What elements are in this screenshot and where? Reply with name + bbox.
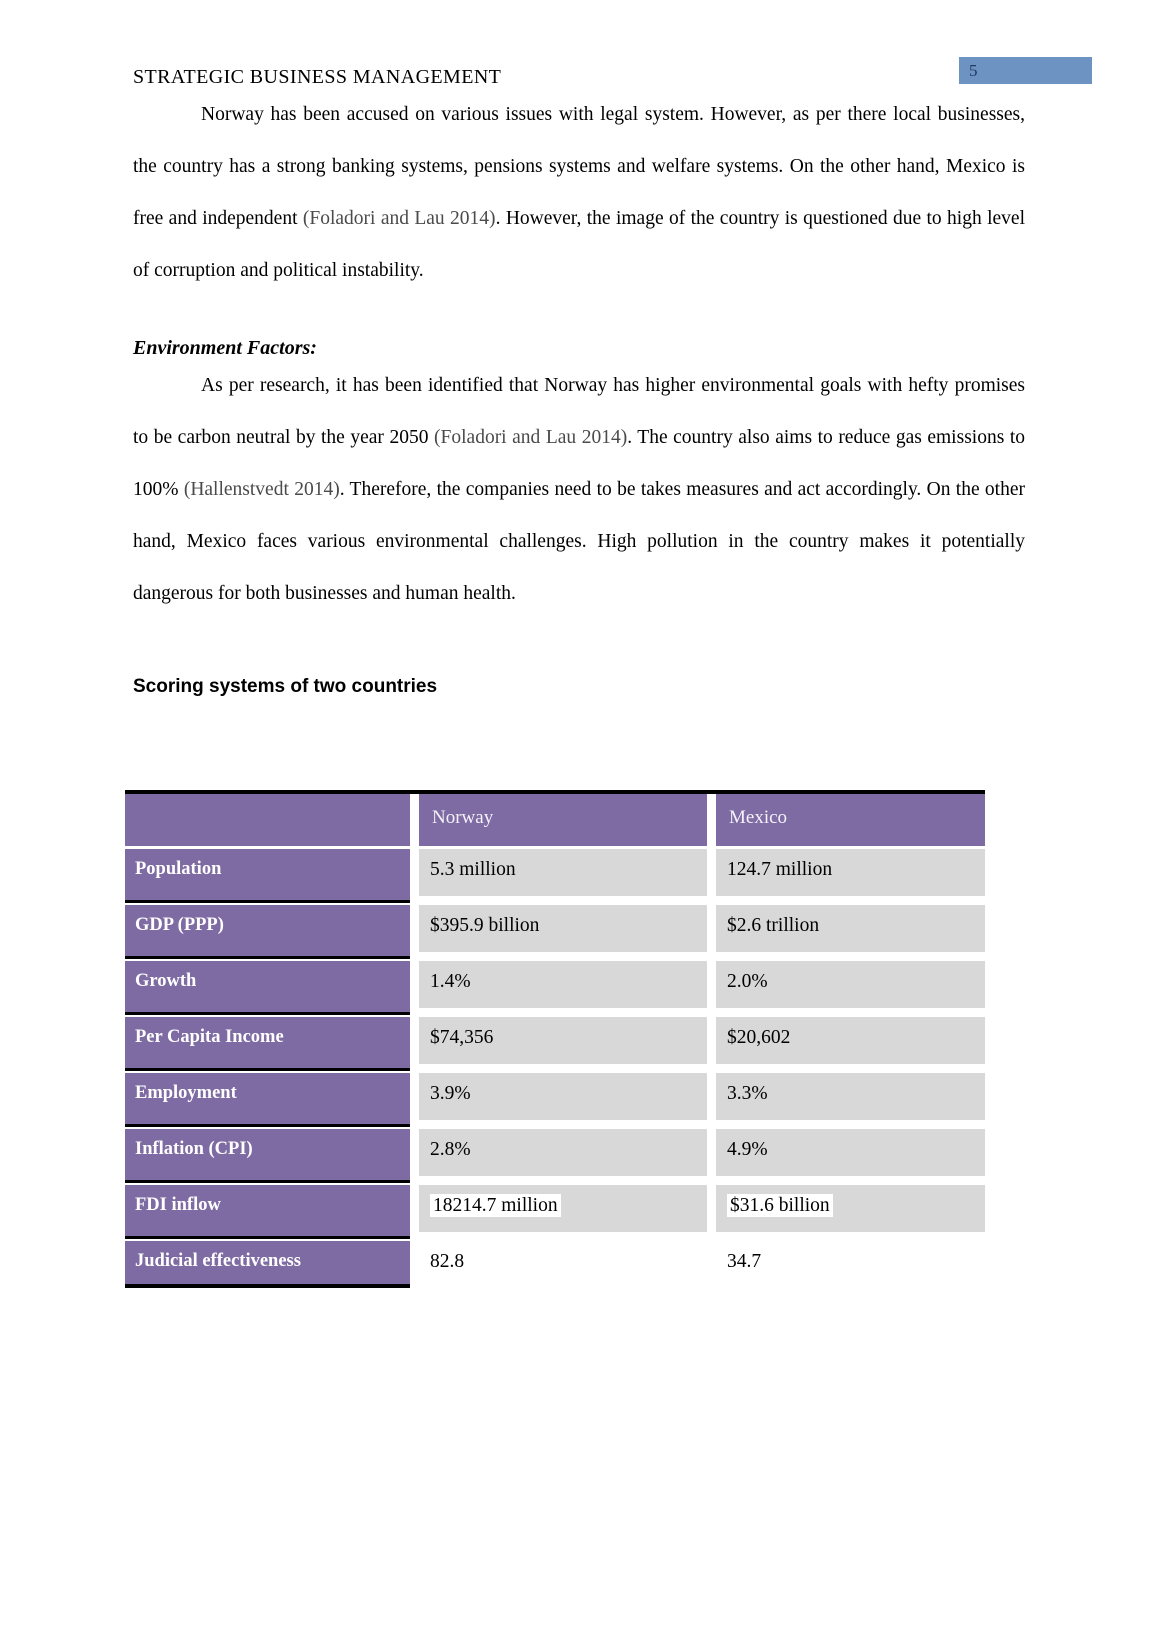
- table-header-row: [125, 794, 985, 846]
- mexico-value: 34.7: [727, 1251, 762, 1272]
- row-label: FDI inflow: [125, 1185, 410, 1239]
- row-label: Per Capita Income: [125, 1017, 410, 1071]
- paragraph-1-text: Norway has been accused on various issues with legal system. However, as per there local businesses, the country has a strong banking systems, pensions systems and welfare systems. On the other hand, Mexico is free and independent: [133, 104, 1025, 229]
- paragraph-2-text-mid: . The country also aims to reduce gas emissions to 100%: [133, 427, 1025, 500]
- scoring-systems-heading: Scoring systems of two countries: [133, 676, 438, 697]
- table-row-growth: [125, 961, 985, 1015]
- paragraph-1: [133, 89, 1025, 297]
- mexico-value: [716, 1185, 985, 1232]
- table-row-judicial-effectiveness: [125, 1241, 985, 1283]
- mexico-value: 4.9%: [716, 1129, 985, 1176]
- row-label: Inflation (CPI): [125, 1129, 410, 1183]
- column-header-norway: Norway: [419, 794, 707, 846]
- mexico-value: 3.3%: [716, 1073, 985, 1120]
- country-comparison-table: [125, 790, 985, 1283]
- citation-foladori-lau: (Foladori and Lau 2014): [302, 208, 496, 229]
- table-row-inflation: [125, 1129, 985, 1183]
- norway-value: [419, 1185, 707, 1232]
- row-label: Population: [125, 849, 410, 903]
- norway-value: $395.9 billion: [419, 905, 707, 952]
- table-row-employment: [125, 1073, 985, 1127]
- paragraph-2-text-after: . Therefore, the companies need to be takes measures and act accordingly. On the other hand, Mexico faces various environmental challenges. High pollution in the country makes it potentially dangerous for both businesses and human health.: [133, 479, 1025, 604]
- norway-value: 2.8%: [419, 1129, 707, 1176]
- citation-foladori-lau-2: (Foladori and Lau 2014): [434, 427, 628, 448]
- table-row-fdi-inflow: [125, 1185, 985, 1239]
- column-header-mexico: Mexico: [716, 794, 985, 846]
- highlighted-value: 18214.7 million: [430, 1194, 561, 1217]
- norway-value: $74,356: [419, 1017, 707, 1064]
- norway-value: 5.3 million: [419, 849, 707, 896]
- norway-value: 3.9%: [419, 1073, 707, 1120]
- row-label: Growth: [125, 961, 410, 1015]
- highlighted-value: $31.6 billion: [727, 1194, 833, 1217]
- mexico-value: 2.0%: [716, 961, 985, 1008]
- mexico-value: 124.7 million: [716, 849, 985, 896]
- column-header-empty: [125, 794, 410, 846]
- row-label: Judicial effectiveness: [125, 1241, 410, 1288]
- page-number-badge: [959, 57, 1092, 84]
- table-row-per-capita-income: [125, 1017, 985, 1071]
- row-label: Employment: [125, 1073, 410, 1127]
- norway-value: 1.4%: [419, 961, 707, 1008]
- row-label: GDP (PPP): [125, 905, 410, 959]
- citation-hallenstvedt: (Hallenstvedt 2014): [183, 479, 340, 500]
- paragraph-2: [133, 360, 1025, 620]
- table-row-gdp: [125, 905, 985, 959]
- table-row-population: [125, 849, 985, 903]
- environment-factors-heading: Environment Factors:: [133, 337, 317, 359]
- page-header-title: STRATEGIC BUSINESS MANAGEMENT: [133, 66, 502, 88]
- page-number: 5: [969, 61, 978, 80]
- mexico-value: $2.6 trillion: [716, 905, 985, 952]
- paragraph-1-text-after: . However, the image of the country is questioned due to high level of corruption and political instability.: [133, 208, 1025, 281]
- mexico-value: $20,602: [716, 1017, 985, 1064]
- norway-value: 82.8: [430, 1251, 465, 1272]
- paragraph-2-text: As per research, it has been identified that Norway has higher environmental goals with hefty promises to be carbon neutral by the year 2050: [133, 375, 1025, 448]
